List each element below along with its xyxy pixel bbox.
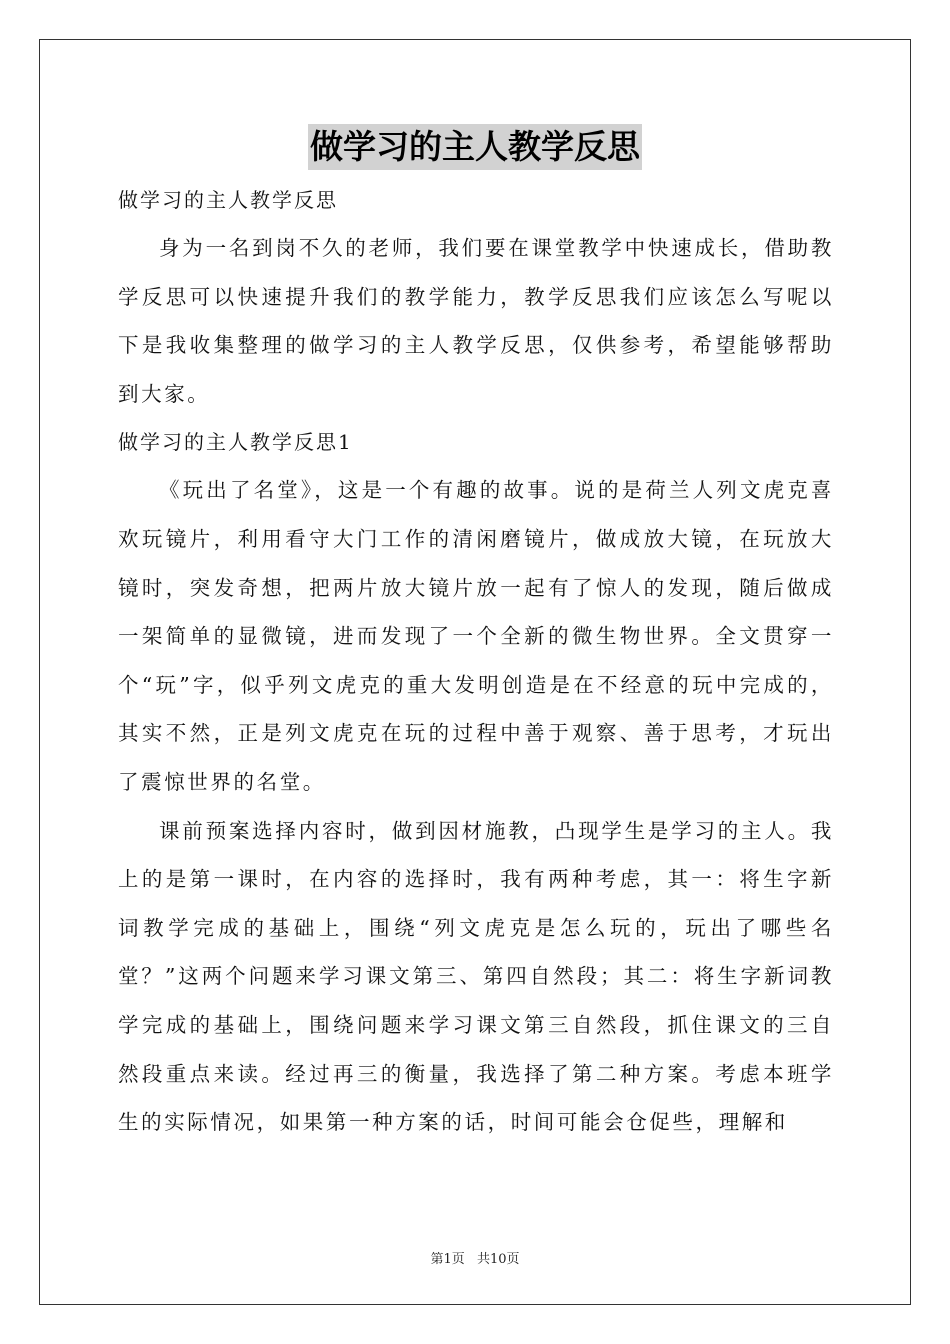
page-total: 共10页 <box>476 1252 520 1267</box>
document-subtitle: 做学习的主人教学反思 <box>118 188 338 212</box>
title-wrapper <box>0 124 950 170</box>
intro-paragraph: 身为一名到岗不久的老师，我们要在课堂教学中快速成长，借助教学反思可以快速提升我们的教学能力，教学反思我们应该怎么写呢以下是我收集整理的做学习的主人教学反思，仅供参考，希望能够帮助到大家。 <box>118 236 834 406</box>
section1-paragraph-2: 课前预案选择内容时，做到因材施教，凸现学生是学习的主人。我上的是第一课时，在内容的选择时，我有两种考虑，其一：将生字新词教学完成的基础上，围绕“列文虎克是怎么玩的，玩出了哪些名堂？”这两个问题来学习课文第三、第四自然段；其二：将生字新词教学完成的基础上，围绕问题来学习课文第三自然段，抓住课文的三自然段重点来读。经过再三的衡量，我选择了第二种方案。考虑本班学生的实际情况，如果第一种方案的话，时间可能会仓促些，理解和 <box>118 818 834 1135</box>
section-heading-1: 做学习的主人教学反思1 <box>118 430 353 455</box>
section1-paragraph-1: 《玩出了名堂》，这是一个有趣的故事。说的是荷兰人列文虎克喜欢玩镜片，利用看守大门工作的清闲磨镜片，做成放大镜，在玩放大镜时，突发奇想，把两片放大镜片放一起有了惊人的发现，随后做成一架简单的显微镜，进而发现了一个全新的微生物世界。全文贯穿一个“玩”字，似乎列文虎克的重大发明创造是在不经意的玩中完成的，其实不然，正是列文虎克在玩的过程中善于观察、善于思考，才玩出了震惊世界的名堂。 <box>118 478 834 794</box>
page-footer <box>0 1248 950 1267</box>
page-number: 第1页 <box>430 1252 465 1267</box>
document-title: 做学习的主人教学反思 <box>308 124 642 170</box>
document-body <box>118 176 834 1147</box>
